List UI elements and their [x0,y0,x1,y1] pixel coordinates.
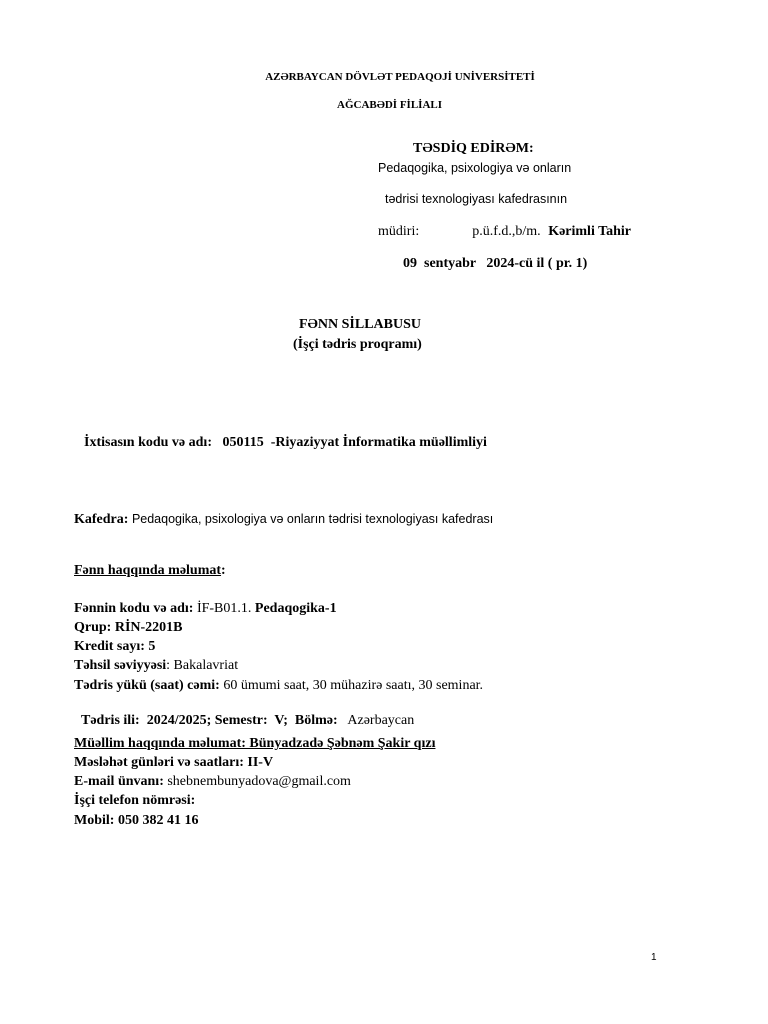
email-line [74,774,351,790]
academic-year-line [74,697,414,729]
course-group: Qrup: RİN-2201B [74,620,183,635]
approval-line-2: tədrisi texnologiyası kafedrasının [385,192,568,206]
academic-year-text: Tədris ili: 2024/2025; Semestr: V; Bölmə: [81,713,338,728]
course-code-line [74,601,337,617]
department-line [74,512,493,528]
branch-name: AĞCABƏDİ FİLİALI [337,99,443,111]
head-name: Kərimli Tahir [548,224,632,239]
approval-line-1: Pedaqogika, psixologiya və onların [378,161,572,175]
education-level-line [74,658,238,674]
section-value: Azərbaycan [347,713,415,728]
approval-head-line [378,224,631,240]
course-name: Pedaqogika-1 [254,601,337,616]
course-credits: Kredit sayı: 5 [74,639,156,654]
approval-title: TƏSDİQ EDİRƏM: [413,141,534,156]
specialty-line [77,419,487,451]
head-degree: p.ü.f.d.,b/m. [472,224,541,239]
teaching-load-value: 60 ümumi saat, 30 mühazirə saatı, 30 seminar. [223,678,484,693]
consultation-hours: Məsləhət günləri və saatları: II-V [74,755,274,770]
email-value: shebnembunyadova@gmail.com [167,774,351,789]
university-name: AZƏRBAYCAN DÖVLƏT PEDAQOJİ UNİVERSİTETİ [265,71,535,83]
syllabus-subtitle: (İşçi tədris proqramı) [293,337,422,352]
department-value: Pedaqogika, psixologiya və onların tədrisi texnologiyası kafedrası [131,512,494,526]
department-label: Kafedra: [74,512,129,527]
education-level-value: : Bakalavriat [166,658,239,673]
work-phone: İşçi telefon nömrəsi: [74,793,196,808]
education-level-label: Təhsil səviyyəsi [74,658,167,673]
email-label: E-mail ünvanı: [74,774,164,789]
course-info-heading-line [74,563,226,579]
teacher-info-heading: Müəllim haqqında məlumat: Bünyadzadə Şəbnəm Şakir qızı [74,736,436,751]
specialty-label: İxtisasın kodu və adı: [84,435,212,450]
approval-date: 09 sentyabr 2024-cü il ( pr. 1) [403,256,588,271]
course-code-value: İF-B01.1. [196,601,252,616]
mobile-phone: Mobil: 050 382 41 16 [74,813,199,828]
course-code-label: Fənnin kodu və adı: [74,601,194,616]
head-label: müdiri: [378,224,420,239]
specialty-value: 050115 -Riyaziyyat İnformatika müəllimliyi [222,435,487,450]
syllabus-title: FƏNN SİLLABUSU [299,317,421,332]
teaching-load-line [74,678,483,694]
course-info-heading: Fənn haqqında məlumat [74,563,222,578]
page-number: 1 [651,952,657,963]
course-info-heading-colon: : [221,563,226,578]
teaching-load-label: Tədris yükü (saat) cəmi: [74,678,220,693]
